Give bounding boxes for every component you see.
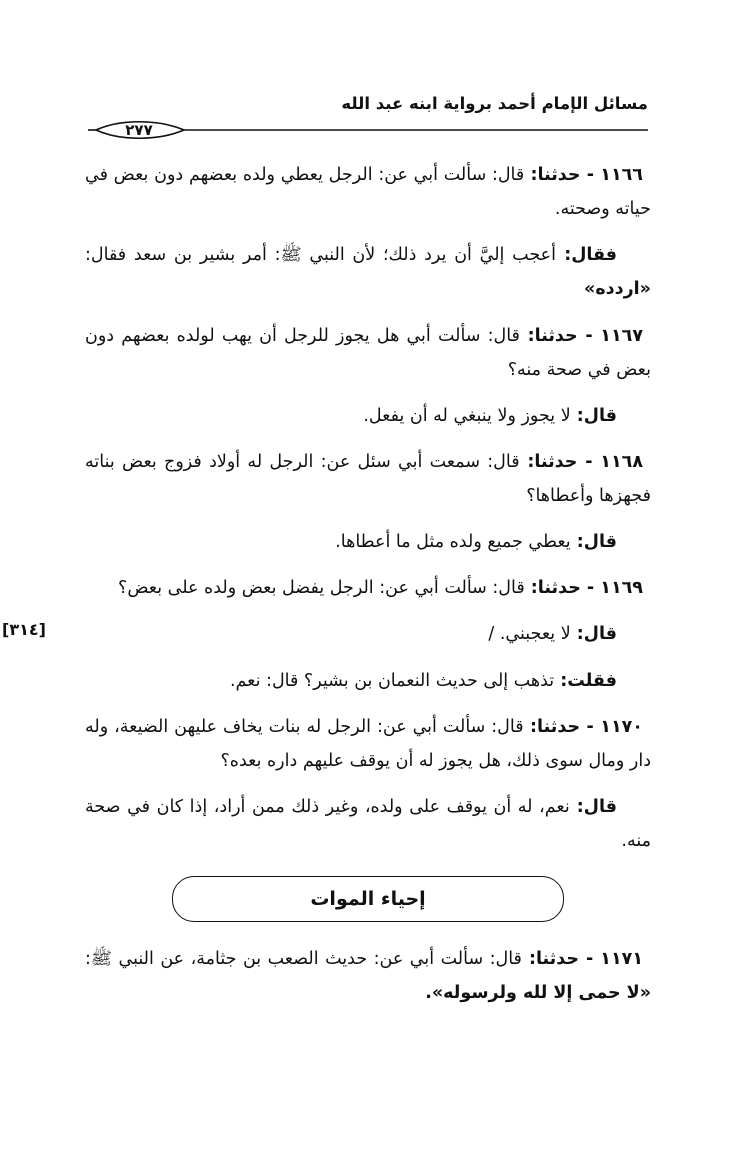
text-segment: قال: سألت أبي عن: الرجل يفضل بعض ولده على بعض؟ — [118, 578, 525, 599]
bold-text-segment: «لا حمى إلا لله ولرسوله». — [425, 983, 651, 1004]
header-rule — [88, 116, 648, 144]
hadith-paragraph — [85, 319, 651, 387]
hadith-paragraph — [85, 942, 651, 1010]
text-segment: قال: سألت أبي عن: الرجل يعطي ولده بعضهم دون بعض في حياته وصحته. — [85, 165, 651, 220]
text-segment: قال: سألت أبي هل يجوز للرجل أن يهب لولده بعضهم دون بعض في صحة منه؟ — [85, 325, 651, 380]
text-segment: لا يعجبني. / — [488, 624, 571, 645]
bold-text-segment: فقلت: — [554, 670, 617, 691]
body-part2 — [85, 942, 651, 1010]
text-segment: لا يجوز ولا ينبغي له أن يفعل. — [363, 405, 571, 426]
bold-text-segment: قال: — [570, 405, 617, 426]
bold-text-segment: ١١٧٠ - حدثنا: — [523, 716, 643, 737]
bold-text-segment: ١١٦٦ - حدثنا: — [524, 165, 643, 185]
body-text — [85, 158, 651, 1022]
section-heading-label: إحياء الموات — [310, 887, 426, 910]
reply-paragraph — [85, 617, 651, 651]
bold-text-segment: قال: — [569, 796, 617, 817]
reply-paragraph — [85, 664, 651, 698]
bold-text-segment: قال: — [570, 532, 617, 553]
bold-text-segment: فقال: — [555, 245, 618, 266]
bold-text-segment: ١١٦٧ - حدثنا: — [519, 325, 644, 346]
bold-text-segment: ١١٧١ - حدثنا: — [521, 949, 644, 970]
reply-paragraph — [85, 399, 651, 433]
text-segment: قال: سألت أبي عن: الرجل له بنات يخاف عليهن الضيعة، وله دار ومال سوى ذلك، هل يجوز له أن يوقف عليهم داره بعده؟ — [85, 716, 651, 771]
body-part1 — [85, 158, 651, 858]
reply-paragraph — [85, 525, 651, 559]
text-segment: نعم، له أن يوقف على ولده، وغير ذلك ممن أراد، إذا كان في صحة منه. — [85, 796, 651, 851]
reply-paragraph — [85, 790, 651, 858]
bold-text-segment: «اردده» — [584, 279, 651, 300]
text-segment: قال: سمعت أبي سئل عن: الرجل له أولاد فزوج بعض بناته فجهزها وأعطاها؟ — [85, 451, 651, 506]
bold-text-segment: ١١٦٨ - حدثنا: — [519, 451, 644, 472]
text-segment: قال: سألت أبي عن: حديث الصعب بن جثامة، عن النبي ﷺ: — [85, 949, 522, 970]
bold-text-segment: قال: — [570, 624, 617, 645]
bold-text-segment: ١١٦٩ - حدثنا: — [524, 578, 643, 599]
page-header-title: مسائل الإمام أحمد برواية ابنه عبد الله — [341, 94, 648, 113]
section-heading-box — [172, 876, 564, 922]
hadith-paragraph — [85, 158, 651, 226]
hadith-paragraph — [85, 710, 651, 778]
reply-paragraph — [85, 238, 651, 306]
text-segment: أعجب إليَّ أن يرد ذلك؛ لأن النبي ﷺ: أمر بشير بن سعد فقال: — [85, 245, 556, 266]
page-number: ٢٧٧ — [125, 121, 153, 139]
margin-folio-note: [٣١٤] — [2, 620, 46, 639]
text-segment: تذهب إلى حديث النعمان بن بشير؟ قال: نعم. — [229, 670, 555, 691]
hadith-paragraph — [85, 571, 651, 605]
hadith-paragraph — [85, 445, 651, 513]
text-segment: يعطي جميع ولده مثل ما أعطاها. — [335, 532, 571, 553]
